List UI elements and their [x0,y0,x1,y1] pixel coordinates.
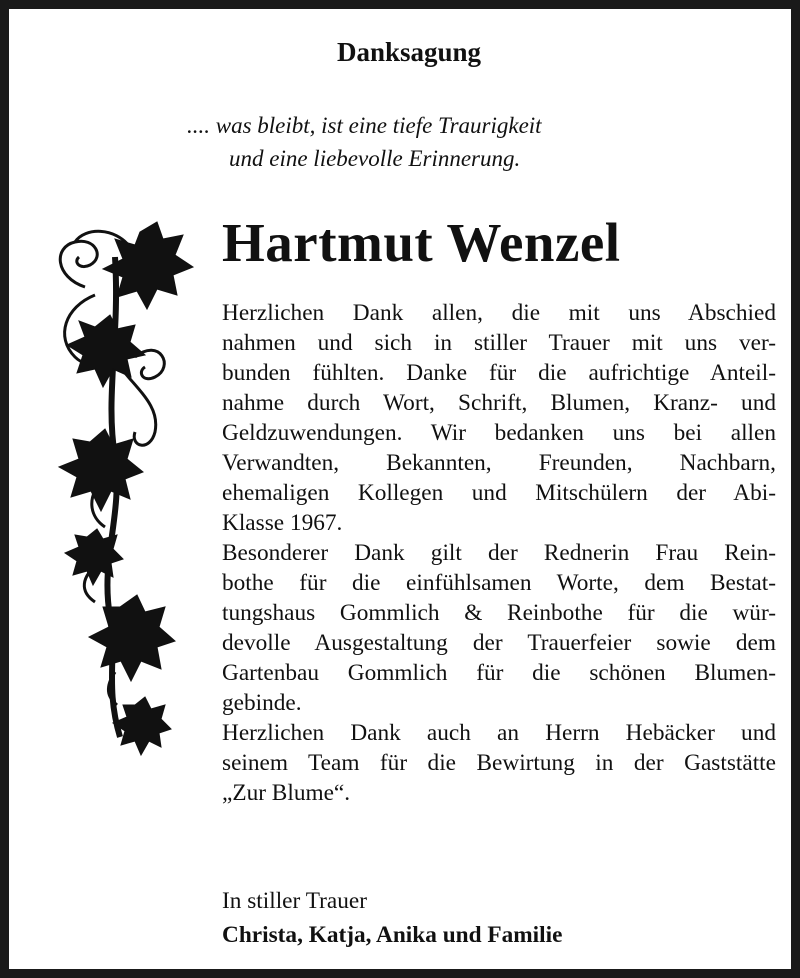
body-line: nahmen und sich in stiller Trauer mit uns ver- [222,330,776,356]
signature [222,884,562,952]
body-line: Gartenbau Gommlich für die schönen Blumen- [222,660,776,686]
body-line: tungshaus Gommlich & Reinbothe für die wür- [222,600,776,626]
body-line: Herzlichen Dank auch an Herrn Hebäcker und [222,720,776,746]
quote [187,109,647,175]
body-line: seinem Team für die Bewirtung in der Gaststätte [222,750,776,776]
body-line: Klasse 1967. [222,510,343,536]
body-line: Verwandten, Bekannten, Freunden, Nachbarn, [222,450,776,476]
body-line: bunden fühlten. Danke für die aufrichtige Anteil- [222,360,776,386]
body-line: nahme durch Wort, Schrift, Blumen, Kranz- und [222,390,776,416]
body-line: devolle Ausgestaltung der Trauerfeier sowie dem [222,630,776,656]
body-line: bothe für die einfühlsamen Worte, dem Bestat- [222,570,776,596]
signature-names: Christa, Katja, Anika und Familie [222,922,563,948]
deceased-name: Hartmut Wenzel [222,212,621,273]
body-line: Herzlichen Dank allen, die mit uns Abschied [222,300,776,326]
body-line: Geldzuwendungen. Wir bedanken uns bei allen [222,420,776,446]
body-line: Besonderer Dank gilt der Rednerin Frau Rein- [222,540,776,566]
signature-intro: In stiller Trauer [222,888,367,914]
body-line: ehemaligen Kollegen und Mitschülern der Abi- [222,480,776,506]
body-line: „Zur Blume“. [222,780,351,806]
heading: Danksagung [336,37,482,67]
body-line: gebinde. [222,690,302,716]
body-text [222,298,776,808]
grapevine-ornament-icon [45,217,195,777]
quote-line-1: .... was bleibt, ist eine tiefe Traurigkeit [187,113,542,138]
quote-line-2: und eine liebevolle Erinnerung. [229,146,521,171]
